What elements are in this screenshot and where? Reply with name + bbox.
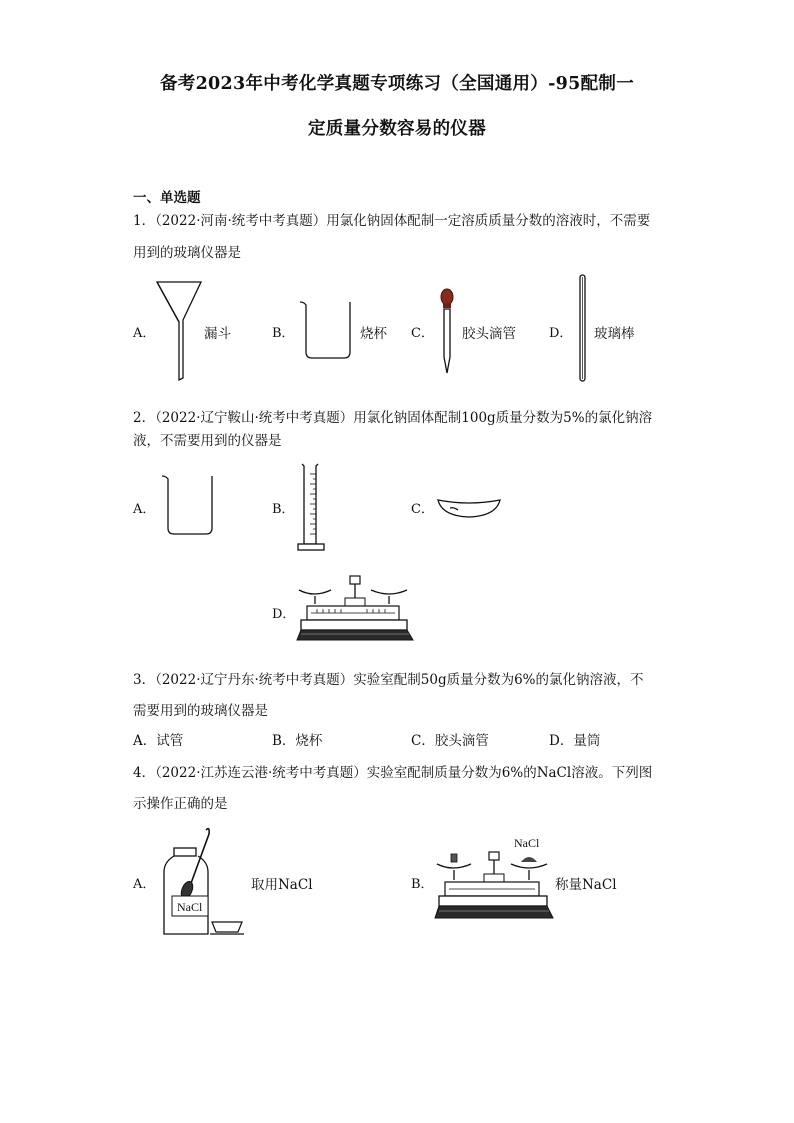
q3-option-c-label: 胶头滴管 <box>434 733 489 749</box>
reagent-jar-spoon-icon <box>160 826 250 938</box>
q3-option-d[interactable] <box>549 731 600 751</box>
q3-option-a-key: A． <box>133 733 157 749</box>
question-4-stem-line2: 示操作正确的是 <box>133 796 228 812</box>
q4-option-b-label: 称量NaCl <box>555 877 617 893</box>
q2-option-d-key[interactable]: D． <box>272 607 296 622</box>
question-4-stem-line1: 4．（2022·江苏连云港·统考中考真题）实验室配制质量分数为6%的NaCl溶液。下列图 <box>133 765 653 781</box>
q3-option-a-label: 试管 <box>156 733 184 749</box>
pan-nacl-label: NaCl <box>514 836 540 850</box>
q3-option-a[interactable] <box>133 731 183 751</box>
question-1-stem-line1: 1．（2022·河南·统考中考真题）用氯化钠固体配制一定溶质质量分数的溶液时，不需要 <box>133 213 651 229</box>
q1-option-b-label: 烧杯 <box>360 326 387 342</box>
q4-option-a-key[interactable]: A． <box>133 877 156 892</box>
question-1-stem-line2: 用到的玻璃仪器是 <box>133 245 241 261</box>
q3-option-b-label: 烧杯 <box>295 733 323 749</box>
q3-option-c-key: C． <box>411 733 435 749</box>
q1-option-c-key[interactable]: C． <box>411 326 434 341</box>
balance-weighing-nacl-icon <box>435 848 555 928</box>
beaker-icon <box>160 474 220 536</box>
q3-option-b[interactable] <box>272 731 322 751</box>
q3-option-c[interactable] <box>411 731 489 751</box>
glass-rod-icon <box>578 274 588 384</box>
question-3-stem-line1: 3．（2022·辽宁丹东·统考中考真题）实验室配制50g质量分数为6%的氯化钠溶液，不 <box>133 672 644 688</box>
q2-option-b-key[interactable]: B． <box>272 502 295 517</box>
q2-option-a-key[interactable]: A． <box>133 502 156 517</box>
question-2-stem-line1: 2．（2022·辽宁鞍山·统考中考真题）用氯化钠固体配制100g质量分数为5%的氯化钠溶 <box>133 410 653 426</box>
q1-option-d-label: 玻璃棒 <box>594 326 635 342</box>
beaker-icon <box>298 300 358 360</box>
q3-option-d-label: 量筒 <box>573 733 601 749</box>
balance-scale-icon <box>297 574 417 650</box>
q1-option-a-key[interactable]: A． <box>133 326 156 341</box>
q3-option-d-key: D． <box>549 733 574 749</box>
page-title-line1: 备考2023年中考化学真题专项练习（全国通用）-95配制一 <box>159 74 635 94</box>
q4-option-b-key[interactable]: B． <box>411 877 434 892</box>
evaporating-dish-icon <box>436 496 502 520</box>
q1-option-c-label: 胶头滴管 <box>462 326 516 342</box>
q3-option-b-key: B． <box>272 733 296 749</box>
section-heading: 一、单选题 <box>133 190 201 206</box>
funnel-icon <box>155 280 205 382</box>
q1-option-a-label: 漏斗 <box>204 326 231 342</box>
page-title-line2: 定质量分数容易的仪器 <box>308 119 486 139</box>
question-3-stem-line2: 需要用到的玻璃仪器是 <box>133 703 268 719</box>
question-2-stem-line2: 液，不需要用到的仪器是 <box>133 433 282 449</box>
jar-nacl-label: NaCl <box>177 900 203 914</box>
q1-option-d-key[interactable]: D． <box>549 326 573 341</box>
dropper-icon <box>436 287 458 377</box>
q2-option-c-key[interactable]: C． <box>411 502 434 517</box>
q1-option-b-key[interactable]: B． <box>272 326 295 341</box>
q4-option-a-label: 取用NaCl <box>251 877 313 893</box>
graduated-cylinder-icon <box>296 462 330 554</box>
